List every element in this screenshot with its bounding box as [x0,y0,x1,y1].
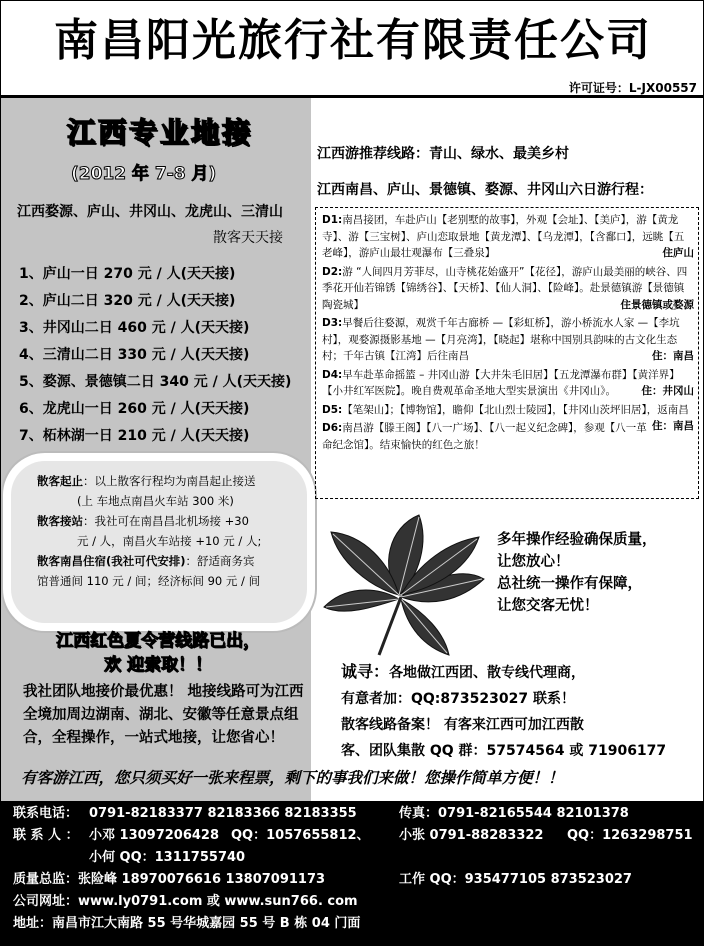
agent-recruitment [341,659,701,764]
contact-footer [1,801,704,946]
phone-numbers: 0791-82183377 82183366 82183355 [89,806,357,821]
itinerary-row [322,212,694,262]
itinerary-text: 【笔架山】；【博物馆】，瞻仰【北山烈士陵园】，【井冈山茨坪旧居】，返南昌 [342,403,689,416]
itinerary-row [322,420,694,453]
assure-line: 总社统一操作有保障， [497,576,642,592]
itinerary-text: 南昌游【滕王阁】【八一广场】、【八一起义纪念碑】，参观【八一革命纪念馆】。结束愉快的红色之旅！ [322,422,647,451]
list-item: 4、三清山二日 330 元 / 人(天天接) [19,347,250,363]
contact-row [13,825,704,847]
note-text: ：以上散客行程均为南昌起止接送 [83,474,256,488]
itinerary-day: D3: [322,317,343,329]
itinerary-row [322,264,694,314]
list-item: 1、庐山一日 270 元 / 人(天天接) [19,266,236,282]
fax-numbers: 传真：0791-82165544 82101378 [399,806,629,821]
itinerary-text: 南昌接团，车赴庐山【老别墅的故事】，外观【会址】、【美庐】，游【黄龙寺】、游【三宝树】、庐山恋取景地【黄龙潭】、【乌龙潭】，【含鄱口】，远眺【五老峰】，游庐山最壮观瀑布【三叠泉】 [322,214,685,259]
company-address: 地址：南昌市江大南路 55 号华城嘉园 55 号 B 栋 04 门面 [13,916,361,931]
leaf-icon [319,507,489,657]
summer-camp-heading [17,629,299,677]
recommended-routes-title: 江西游推荐线路：青山、绿水、最美乡村 [317,146,569,162]
six-day-itinerary-title: 江西南昌、庐山、景德镇、婺源、井冈山六日游行程： [317,182,653,198]
contact-label: 联 系 人 ： [13,828,79,843]
contact-zhang: 小张 0791-88283322 [399,828,544,843]
list-item: 3、井冈山二日 460 元 / 人(天天接) [19,320,250,336]
itinerary-stay: 住景德镇或婺源 [620,298,694,311]
itinerary-stay: 住：南昌 [652,350,694,362]
note-station [37,511,293,551]
note-subtext: 馆普通间 110 元 / 间；经济标间 90 元 / 间 [37,574,261,588]
period-label: (2012 年 7-8 月) [71,164,217,184]
note-lodging [37,551,293,591]
summer-camp-line: 欢 迎索取！！ [104,655,212,675]
quality-director: 质量总监：张险峰 18970076616 13807091173 [13,872,326,887]
quality-assurance-text [497,529,657,617]
note-text: ：舒适商务宾 [185,554,255,568]
itinerary-day: D6: [322,422,343,434]
recruit-line: 客、团队集散 QQ 群：57574564 或 71906177 [341,743,667,759]
itinerary-day: D1: [322,214,343,226]
itinerary-text: 早餐后往婺源，观赏千年古廊桥 —【彩虹桥】，游小桥流水人家 —【李坑村】，观婺源摄影基地 —【月亮湾】，【晓起】堪称中国别具韵味的古文化生态村；千年古镇【江湾】后往南昌 [322,317,680,362]
destinations-line: 江西婺源、庐山、井冈山、龙虎山、三清山 [17,204,283,220]
local-tour-heading: 江西专业地接 [66,116,253,149]
itinerary-day: D4: [322,368,343,381]
assure-line: 多年操作经验确保质量， [497,532,657,548]
summer-camp-line: 江西红色夏令营线路已出， [56,631,260,651]
itinerary-row [322,315,694,365]
note-label: 散客起止 [37,474,83,488]
route-price-list [19,261,291,450]
contact-deng: 小邓 13097206428 [89,828,220,843]
phone-row [13,803,704,825]
itinerary-day: D5: [322,403,343,416]
license-number: 许可证号：L-JX00557 [568,81,697,95]
assure-line: 让您交客无忧！ [497,598,599,614]
contact-zhang-qq: QQ：1263298751 [567,828,693,843]
note-label: 散客南昌住宿(我社可代安排) [37,554,186,568]
itinerary-stay: 住：南昌 [652,420,694,432]
contact-he-row [13,847,704,869]
website-row [13,891,704,913]
itinerary-stay: 住：井冈山 [641,385,694,397]
assure-line: 让您放心！ [497,554,570,570]
list-item: 5、婺源、景德镇二日 340 元 / 人(天天接) [19,374,292,390]
note-subtext: (上 车地点南昌火车站 300 米) [77,494,234,508]
address-row [13,913,704,935]
note-pickup [37,471,293,511]
company-website: 公司网址：www.ly0791.com 或 www.sun766. com [13,894,358,909]
itinerary-day: D2: [322,265,343,278]
slogan: 有客游江西，您只须买好一张来程票，剩下的事我们来做！您操作简单方便！！ [21,768,564,787]
recruit-label: 诚寻： [341,662,390,681]
list-item: 2、庐山二日 320 元 / 人(天天接) [19,293,236,309]
itinerary-text: 早车赴革命摇篮 – 井冈山游【大井朱毛旧居】【五龙潭瀑布群】【黄洋界】【小井红军医院】。晚自费观革命圣地大型实景演出《井冈山》。 [322,368,680,397]
recruit-line: 散客线路备案！ 有客来江西可加江西散 [341,717,584,733]
work-qq: 工作 QQ：935477105 873523027 [399,872,632,887]
recruit-line: 有意者加：QQ:873523027 联系！ [341,691,575,707]
daily-service-label: 散客天天接 [213,230,283,246]
note-subtext: 元 / 人，南昌火车站接 +10 元 / 人; [77,534,262,548]
tourist-notes-box [11,461,307,623]
itinerary-stay: 住庐山 [662,247,694,259]
promo-paragraph: 我社团队地接价最优惠！ 地接线路可为江西全境加周边湖南、湖北、安徽等任意景点组合，全程操作，一站式地接，让您省心！ [23,684,304,746]
itinerary-row [322,367,694,400]
recruit-line [341,659,701,686]
itinerary-text: 游 “人间四月芳菲尽，山寺桃花始盛开”【花径】，游庐山最美丽的峡谷、四季花开仙若锦锈【锦绣谷】、【天桥】、【仙人洞】、【险峰】。赴景德镇游【景德镇陶瓷城】 [322,265,688,311]
list-item: 6、龙虎山一日 260 元 / 人(天天接) [19,401,250,417]
phone-label: 联系电话： [13,806,79,821]
note-label: 散客接站 [37,514,83,528]
recruit-text: 各地做江西团、散专线代理商， [389,665,586,681]
list-item: 7、柘林湖一日 210 元 / 人(天天接) [19,428,250,444]
note-text: ：我社可在南昌昌北机场接 +30 [83,514,249,528]
quality-row [13,869,704,891]
itinerary-box [315,207,699,499]
company-title: 南昌阳光旅行社有限责任公司 [54,15,652,66]
contact-he-qq: 小何 QQ：1311755740 [89,850,246,865]
contact-deng-qq: QQ：1057655812、 [231,828,370,843]
